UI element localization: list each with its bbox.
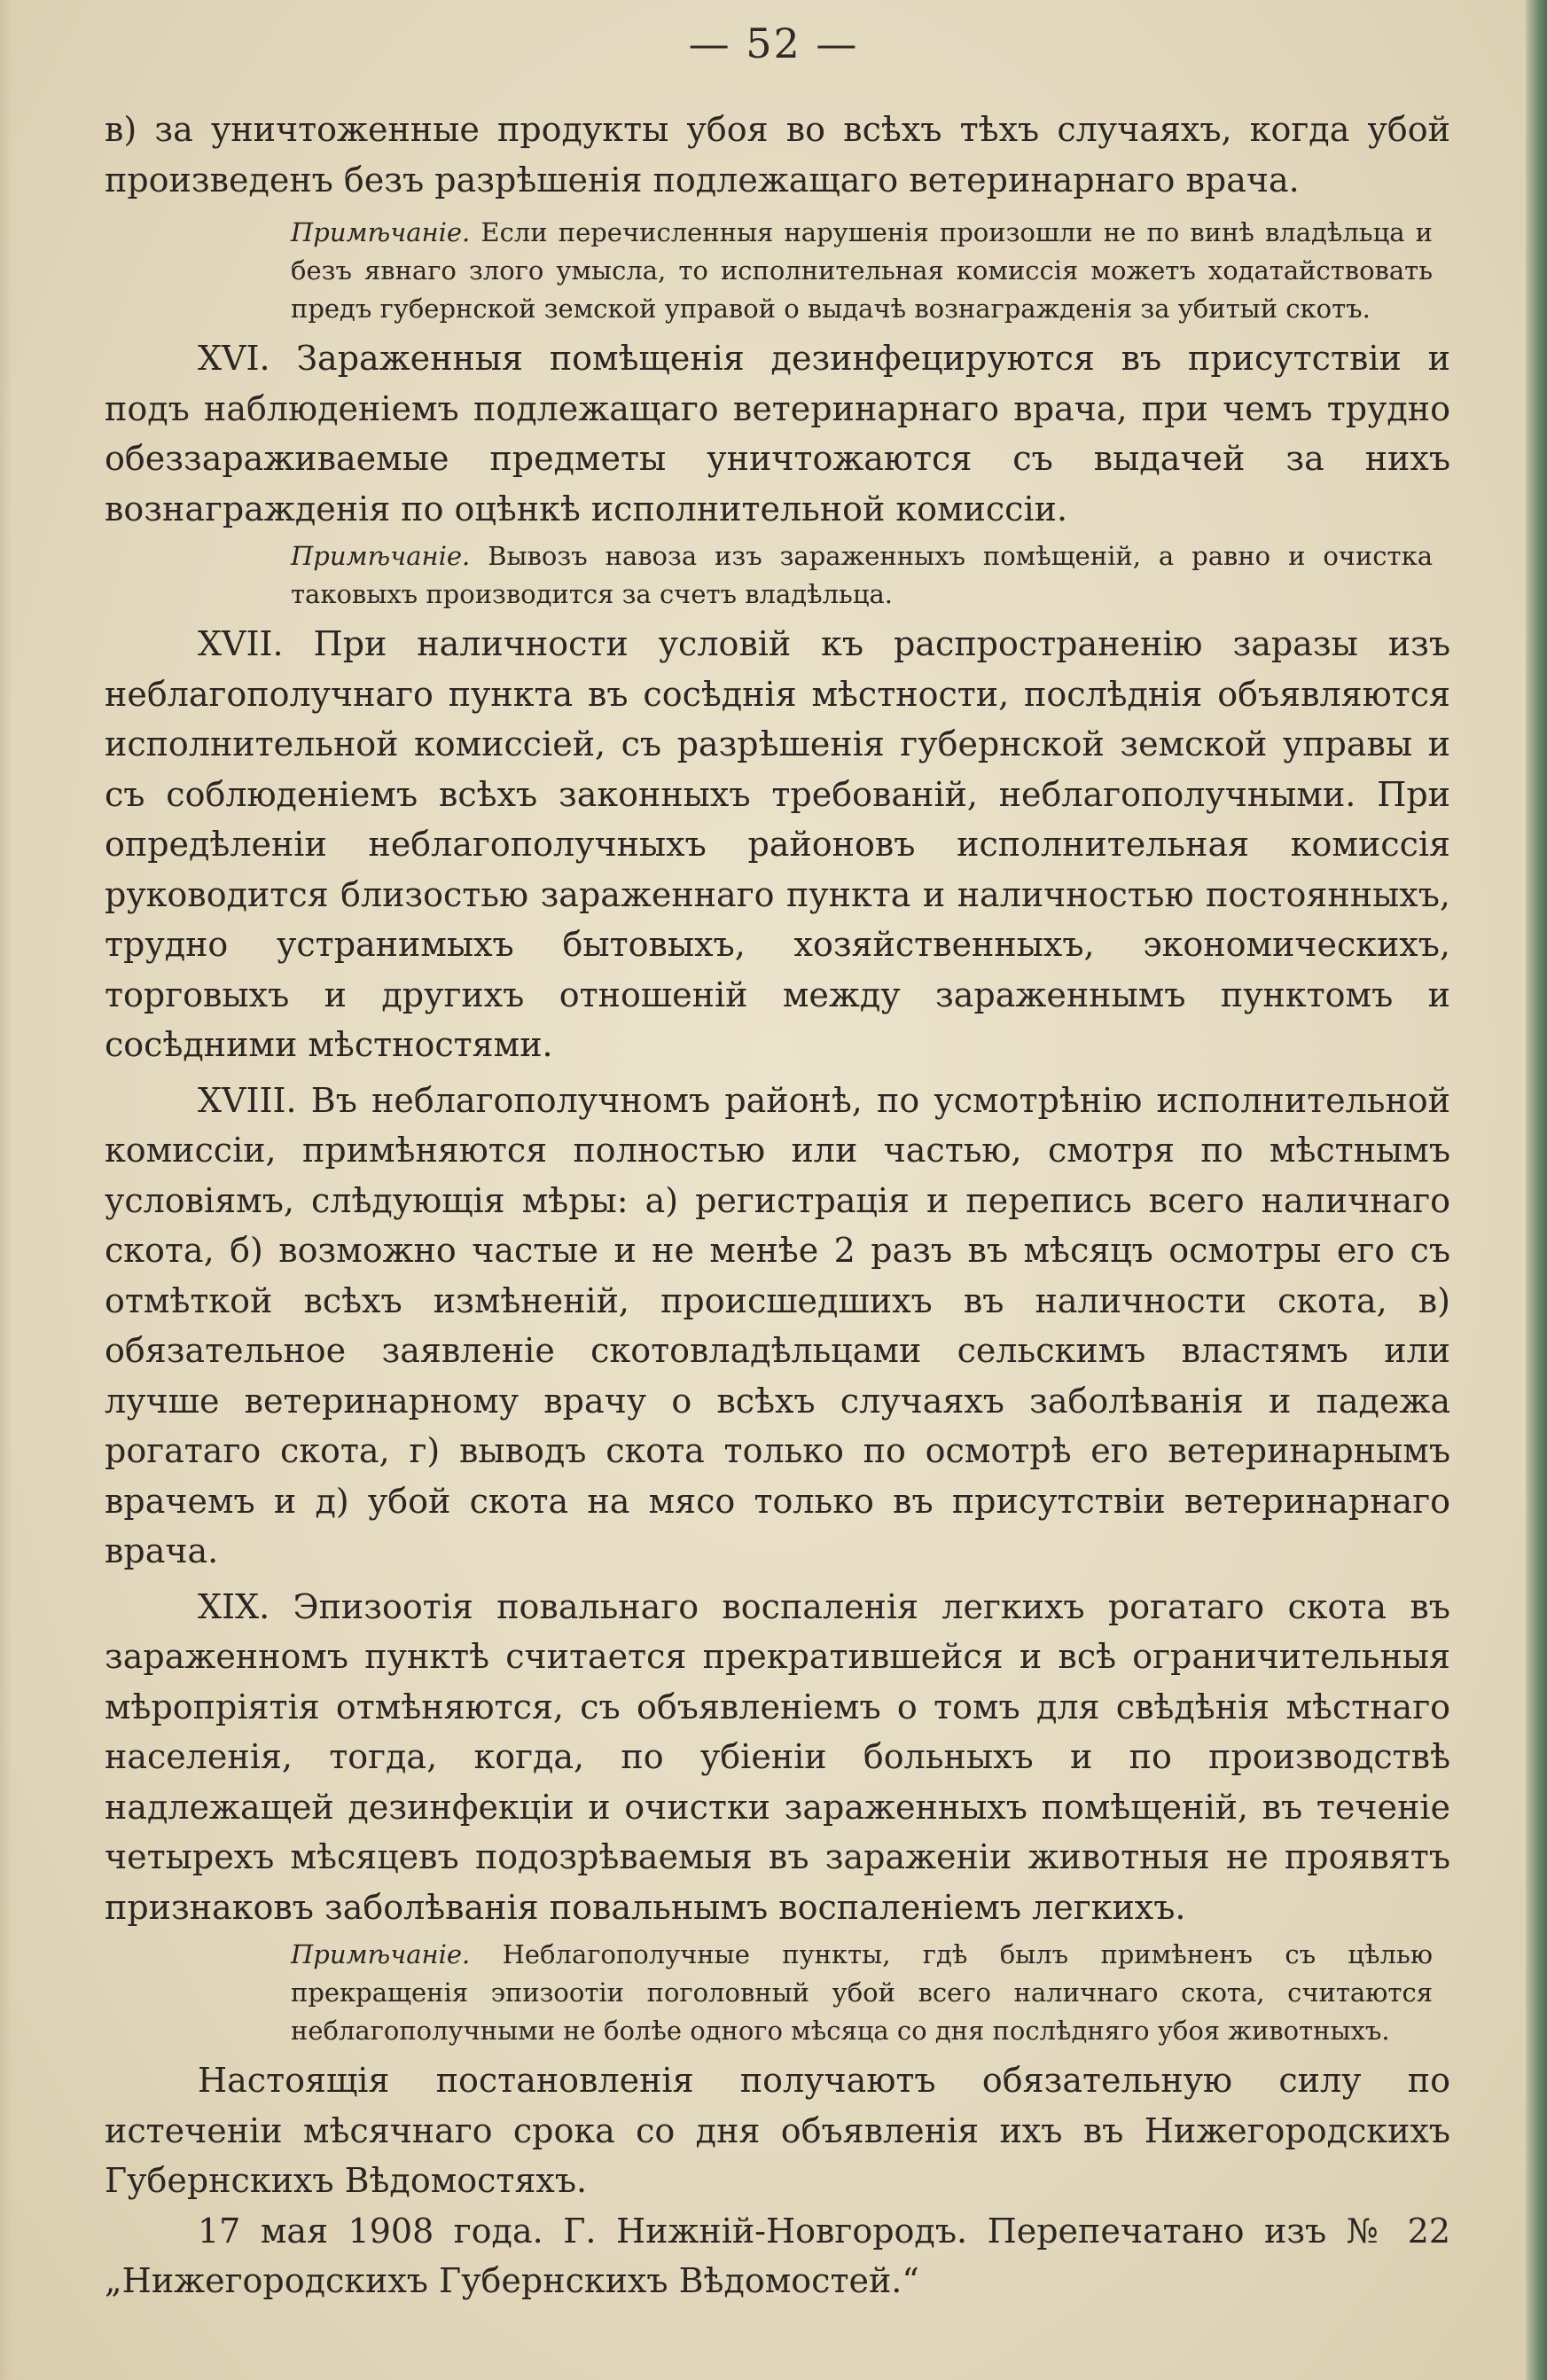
note-2-label: Примѣчаніе. — [291, 541, 471, 571]
date-line: 17 мая 1908 года. Г. Нижній-Новгородъ. Перепечатано изъ № 22 „Нижегородскихъ Губернскихъ Вѣдомостей.“ — [105, 2211, 1450, 2300]
closing-paragraph: Настоящія постановленія получаютъ обязательную силу по истеченіи мѣсячнаго срока со дня объявленія ихъ въ Нижегородскихъ Губернскихъ Вѣдомостяхъ. — [105, 2061, 1450, 2200]
page-number: — 52 — — [688, 20, 859, 67]
note-2 — [105, 537, 1450, 614]
section-xviii: XVIII. Въ неблагополучномъ районѣ, по усмотрѣнію исполнительной комиссіи, примѣняются полностью или частью, смотря по мѣстнымъ условіямъ, слѣдующія мѣры: а) регистрація и перепись всего наличнаго скота, б) возможно частые и не менѣе 2 разъ въ мѣсяцъ осмотры его съ отмѣткой всѣхъ измѣненій, происшедшихъ въ наличности скота, в) обязательное заявленіе скотовладѣльцами сельскимъ властямъ или лучше ветеринарному врачу о всѣхъ случаяхъ заболѣванія и падежа рогатаго скота, г) выводъ скота только по осмотрѣ его ветеринарнымъ врачемъ и д) убой скота на мясо только въ присутствіи ветеринарнаго врача. — [105, 1080, 1450, 1570]
note-1-text: Если перечисленныя нарушенія произошли не по винѣ владѣльца и безъ явнаго злого умысла, то исполнительная комиссія можетъ ходатайствовать предъ губернской земской управой о выдачѣ вознагражденія за убитый скотъ. — [291, 217, 1433, 324]
section-xvii: XVII. При наличности условій къ распространенію заразы изъ неблагополучнаго пункта въ сосѣднія мѣстности, послѣднія объявляются исполнительной комиссіей, съ разрѣшенія губернской земской управы и съ соблюденіемъ всѣхъ законныхъ требованій, неблагополучными. При опредѣленіи неблагополучныхъ районовъ исполнительная комиссія руководится близостью зараженнаго пункта и наличностью постоянныхъ, трудно устранимыхъ бытовыхъ, хозяйственныхъ, экономическихъ, торговыхъ и другихъ отношеній между зараженнымъ пунктомъ и сосѣдними мѣстностями. — [105, 624, 1450, 1064]
note-1-label: Примѣчаніе. — [291, 217, 471, 247]
note-2-text: Вывозъ навоза изъ зараженныхъ помѣщеній, а равно и очистка таковыхъ производится за счетъ владѣльца. — [291, 541, 1434, 609]
item-v-paragraph: в) за уничтоженные продукты убоя во всѣхъ тѣхъ случаяхъ, когда убой произведенъ безъ разрѣшенія подлежащаго ветеринарнаго врача. — [105, 110, 1450, 200]
section-xvi: XVI. Зараженныя помѣщенія дезинфецируются въ присутствіи и подъ наблюденіемъ подлежащаго ветеринарнаго врача, при чемъ трудно обеззараживаемые предметы уничтожаются съ выдачей за нихъ вознагражденія по оцѣнкѣ исполнительной комиссіи. — [105, 339, 1450, 528]
note-1 — [105, 214, 1450, 328]
note-3 — [105, 1936, 1450, 2050]
page-edge-left — [0, 0, 12, 2380]
note-3-label: Примѣчаніе. — [291, 1939, 471, 1969]
note-3-text: Неблагополучные пункты, гдѣ былъ примѣненъ съ цѣлью прекращенія эпизоотіи поголовный убой всего наличнаго скота, считаются неблагополучными не болѣе одного мѣсяца со дня послѣдняго убоя животныхъ. — [291, 1939, 1433, 2046]
page-content — [105, 105, 1450, 2306]
section-xix: XIX. Эпизоотія повальнаго воспаленія легкихъ рогатаго скота въ зараженномъ пунктѣ считается прекратившейся и всѣ ограничительныя мѣропріятія отмѣняются, съ объявленіемъ о томъ для свѣдѣнія мѣстнаго населенія, тогда, когда, по убіеніи больныхъ и по производствѣ надлежащей дезинфекціи и очистки зараженныхъ помѣщеній, въ теченіе четырехъ мѣсяцевъ подозрѣваемыя въ зараженіи животныя не проявятъ признаковъ заболѣванія повальнымъ воспаленіемъ легкихъ. — [105, 1586, 1450, 1927]
page-edge-right — [1526, 0, 1547, 2380]
